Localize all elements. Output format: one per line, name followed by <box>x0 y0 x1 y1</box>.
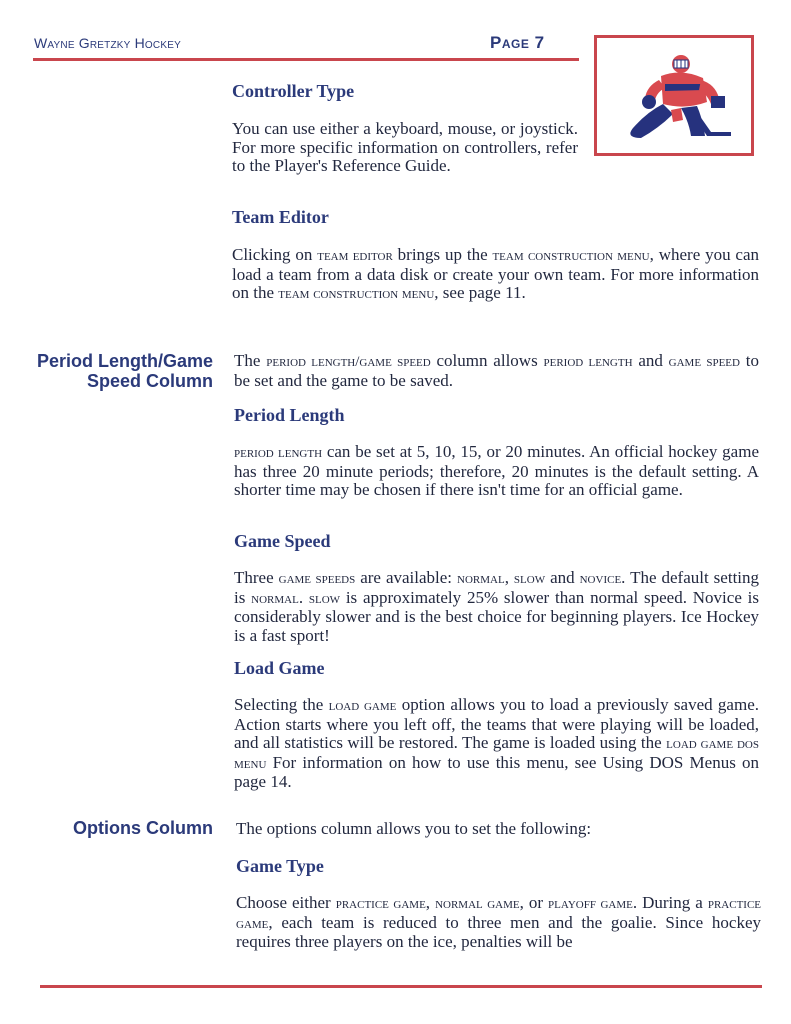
controller-type-section <box>232 81 578 176</box>
options-column-body: The options column allows you to set the following: <box>236 819 592 838</box>
team-editor-body: Clicking on team editor brings up the team construction menu, where you can load a team from a data disk or create your own team. For more information on the team construction menu, see page 11. <box>232 245 759 302</box>
running-header-title: Wayne Gretzky Hockey <box>34 35 181 51</box>
goalie-logo-frame <box>594 35 754 156</box>
game-speed-section <box>234 531 759 645</box>
goalie-logo-icon <box>611 50 739 142</box>
game-type-heading: Game Type <box>236 856 324 876</box>
header-rule <box>33 58 579 61</box>
page-number: Page 7 <box>490 33 545 52</box>
load-game-heading: Load Game <box>234 658 325 678</box>
period-column-body: The period length/game speed column allows period length and game speed to be set and the game to be saved. <box>234 351 759 390</box>
options-column-intro <box>236 820 761 839</box>
period-length-body: period length can be set at 5, 10, 15, or 20 minutes. An official hockey game has three 20 minute periods; therefore, 20 minutes is the default setting. A shorter time may be chosen if there isn't time for an official game. <box>234 442 759 499</box>
game-type-section <box>236 856 761 952</box>
options-column-side-heading: Options Column <box>73 818 213 838</box>
game-type-body: Choose either practice game, normal game, or playoff game. During a practice game, each team is reduced to three men and the goalie. Since hockey requires three players on the ice, penalties will be <box>236 893 762 951</box>
period-length-heading: Period Length <box>234 405 345 425</box>
load-game-body: Selecting the load game option allows you to load a previously saved game. Action starts where you left off, the teams that were playing will be loaded, and all statistics will be restored. The game is loaded using the load game dos menu For information on how to use this menu, see Using DOS Menus on page 14. <box>234 695 759 791</box>
controller-type-body: You can use either a keyboard, mouse, or joystick. For more specific information on controllers, refer to the Player's Reference Guide. <box>232 119 578 175</box>
game-speed-body: Three game speeds are available: normal, slow and novice. The default setting is normal. slow is approximately 25% slower than normal speed. Novice is considerably slower and is the best choice for beginning players. Ice Hockey is a fast sport! <box>234 568 760 645</box>
period-column-intro <box>234 352 759 390</box>
controller-type-heading: Controller Type <box>232 81 355 101</box>
footer-rule <box>40 985 762 988</box>
load-game-section <box>234 658 759 792</box>
game-speed-heading: Game Speed <box>234 531 331 551</box>
period-length-section <box>234 405 759 500</box>
period-column-side-heading: Period Length/Game Speed Column <box>36 351 213 391</box>
team-editor-heading: Team Editor <box>232 207 329 227</box>
team-editor-section <box>232 207 759 304</box>
